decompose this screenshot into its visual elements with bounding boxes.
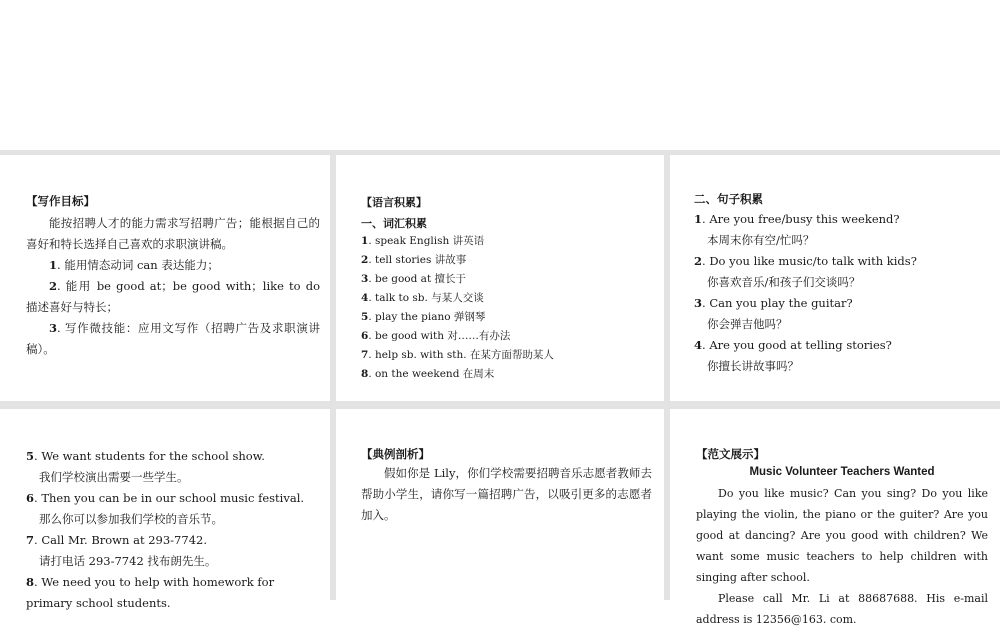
list-item bbox=[361, 251, 656, 270]
sentence-text: . Can you play the guitar? bbox=[702, 296, 853, 310]
item-number: 4 bbox=[361, 292, 369, 304]
list-item bbox=[361, 346, 656, 365]
sentence-text: . Then you can be in our school music festival. bbox=[34, 491, 305, 505]
task-description: 假如你是 Lily，你们学校需要招聘音乐志愿者教师去帮助小学生，请你写一篇招聘广告，以吸引更多的志愿者加入。 bbox=[361, 466, 652, 522]
panel-heading: 【语言积累】 bbox=[361, 196, 427, 209]
sentence-text: . We want students for the school show. bbox=[34, 449, 265, 463]
item-number: 7 bbox=[361, 349, 369, 361]
item-number: 4 bbox=[694, 338, 703, 352]
item-text: . talk to sb. 与某人交谈 bbox=[368, 292, 484, 304]
sentence-text: . We need you to help with homework for primary school students. bbox=[26, 575, 275, 610]
goal-item bbox=[26, 255, 320, 276]
sentence-en bbox=[26, 572, 320, 614]
item-number: 5 bbox=[26, 449, 35, 463]
model-essay-panel bbox=[670, 409, 1000, 626]
panel-heading: 二、句子积累 bbox=[694, 192, 763, 206]
sentence-text: . Call Mr. Brown at 293-7742. bbox=[34, 533, 207, 547]
sentence-text: . Are you free/busy this weekend? bbox=[702, 212, 900, 226]
goal-number: 3 bbox=[49, 321, 58, 335]
panel-heading: 【写作目标】 bbox=[26, 194, 95, 208]
item-text: . play the piano 弹钢琴 bbox=[368, 311, 486, 323]
item-text: . tell stories 讲故事 bbox=[368, 254, 467, 266]
item-text: . be good with 对……有办法 bbox=[368, 330, 511, 342]
sentence-zh: 你会弹吉他吗？ bbox=[707, 317, 788, 331]
item-number: 3 bbox=[361, 273, 369, 285]
item-number: 1 bbox=[694, 212, 703, 226]
essay-paragraph: Please call Mr. Li at 88687688. His e-mail address is 12356@163. com. bbox=[696, 592, 988, 626]
item-number: 3 bbox=[694, 296, 703, 310]
sentence-zh: 我们学校演出需要一些学生。 bbox=[39, 470, 189, 484]
sentence-zh: 本周末你有空/忙吗？ bbox=[707, 233, 815, 247]
item-number: 8 bbox=[26, 575, 35, 589]
panel-subheading: 一、词汇积累 bbox=[361, 217, 427, 230]
panel-heading: 【范文展示】 bbox=[696, 447, 765, 461]
goal-text: . 写作微技能：应用文写作（招聘广告及求职演讲稿）。 bbox=[26, 321, 320, 356]
item-number: 1 bbox=[361, 235, 369, 247]
intro-paragraph: 能按招聘人才的能力需求写招聘广告；能根据自己的喜好和特长选择自己喜欢的求职演讲稿。 bbox=[26, 216, 320, 251]
sentences-continued-panel bbox=[0, 409, 330, 610]
writing-goals-panel bbox=[0, 155, 330, 401]
item-number: 2 bbox=[361, 254, 369, 266]
item-number: 8 bbox=[361, 368, 369, 380]
sentence-text: . Do you like music/to talk with kids? bbox=[702, 254, 917, 268]
sentence-en bbox=[26, 446, 320, 467]
list-item bbox=[361, 365, 656, 384]
list-item bbox=[361, 270, 656, 289]
sentence-en bbox=[694, 335, 992, 356]
item-number: 5 bbox=[361, 311, 369, 323]
goal-text: . 能用 be good at；be good with；like to do 描述喜好与特长； bbox=[26, 279, 320, 314]
sentence-zh: 你喜欢音乐/和孩子们交谈吗？ bbox=[707, 275, 861, 289]
item-number: 2 bbox=[694, 254, 703, 268]
list-item bbox=[361, 327, 656, 346]
item-number: 6 bbox=[361, 330, 369, 342]
goal-number: 2 bbox=[49, 279, 58, 293]
list-item bbox=[361, 308, 656, 327]
sentence-en bbox=[26, 488, 320, 509]
sentence-zh: 请打电话 293-7742 找布朗先生。 bbox=[39, 554, 217, 568]
sentence-en bbox=[694, 251, 992, 272]
item-text: . be good at 擅长于 bbox=[368, 273, 467, 285]
sentence-list bbox=[694, 209, 992, 377]
item-text: . on the weekend 在周末 bbox=[368, 368, 495, 380]
panel-heading: 【典例剖析】 bbox=[361, 447, 430, 461]
item-text: . speak English 讲英语 bbox=[368, 235, 485, 247]
example-analysis-panel bbox=[336, 409, 664, 600]
list-item bbox=[361, 232, 656, 251]
list-item bbox=[361, 289, 656, 308]
sentences-panel bbox=[670, 155, 1000, 401]
goal-item bbox=[26, 276, 320, 318]
sentence-zh: 你擅长讲故事吗？ bbox=[707, 359, 799, 373]
goal-number: 1 bbox=[49, 258, 58, 272]
vocabulary-list bbox=[361, 232, 656, 384]
sentence-en bbox=[694, 209, 992, 230]
sentence-zh: 那么你可以参加我们学校的音乐节。 bbox=[39, 512, 223, 526]
item-number: 7 bbox=[26, 533, 35, 547]
goal-text: . 能用情态动词 can 表达能力； bbox=[57, 258, 219, 272]
sentence-en bbox=[694, 293, 992, 314]
item-text: . help sb. with sth. 在某方面帮助某人 bbox=[368, 349, 554, 361]
sentence-text: . Are you good at telling stories? bbox=[702, 338, 892, 352]
goal-item bbox=[26, 318, 320, 360]
vocabulary-panel bbox=[336, 155, 664, 401]
sentence-en bbox=[26, 530, 320, 551]
essay-title: Music Volunteer Teachers Wanted bbox=[749, 466, 935, 478]
item-number: 6 bbox=[26, 491, 35, 505]
essay-paragraph: Do you like music? Can you sing? Do you like playing the violin, the piano or the guiter? Are you good at dancing? Are you good with children? We want some music teachers to help children with singing after school. bbox=[696, 487, 988, 584]
